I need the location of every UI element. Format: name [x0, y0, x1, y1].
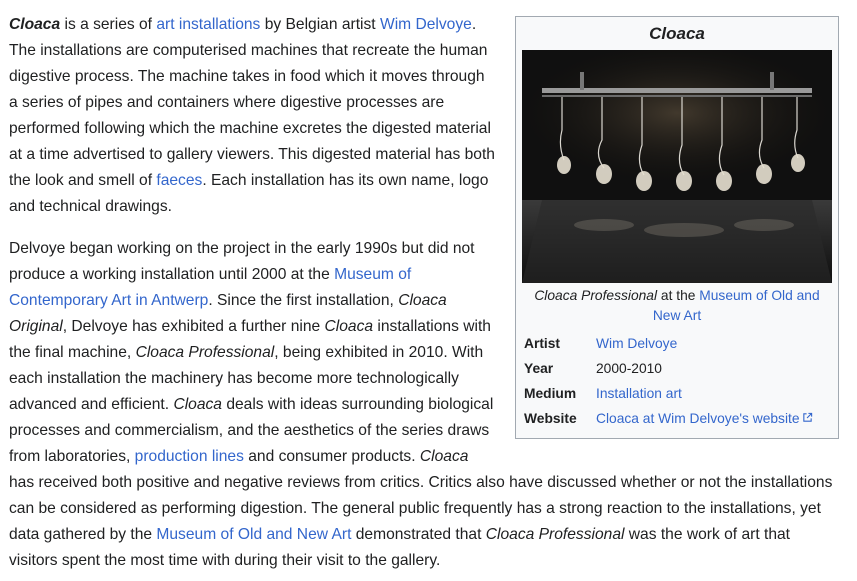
caption-italic: Cloaca Professional: [534, 288, 658, 303]
infobox-row-website: [522, 407, 832, 432]
article-content: [9, 12, 839, 574]
row-value: [594, 382, 832, 407]
text: installations with the final machine,: [9, 318, 491, 361]
infobox-row-year: [522, 357, 832, 382]
row-value: [594, 332, 832, 357]
link-faeces[interactable]: faeces: [156, 172, 203, 189]
row-label: Artist: [524, 336, 561, 351]
text: . The installations are computerised machines that recreate the human digestive process. The machine takes in food which it moves through a series of pipes and containers where digestive processes are performed following which the machine excretes the digested material at a time advertised to gallery viewers. This digested material has both the look and smell of: [9, 16, 495, 189]
text: was the work of art that visitors spent the most time with during their visit to the gallery.: [9, 526, 790, 569]
italic-term: Cloaca: [173, 396, 222, 413]
text: . Each installation has its own name, logo and technical drawings.: [9, 172, 489, 215]
artist-link[interactable]: Wim Delvoye: [596, 336, 678, 351]
caption-link-mona[interactable]: Museum of Old and New Art: [652, 288, 820, 323]
text: Delvoye began working on the project in the early 1990s but did not produce a working installation until 2000 at the: [9, 240, 475, 283]
row-label: Medium: [524, 386, 577, 401]
website-link-text: Cloaca at Wim Delvoye's website: [596, 411, 800, 426]
medium-link[interactable]: Installation art: [596, 386, 682, 401]
infobox-title: Cloaca: [649, 24, 705, 43]
infobox-row-medium: [522, 382, 832, 407]
row-value: 2000-2010: [596, 361, 662, 376]
title-term: Cloaca: [9, 16, 61, 33]
text: demonstrated that: [351, 526, 486, 543]
infobox-table: [522, 332, 832, 432]
caption-text: at the: [657, 288, 700, 303]
text: , being exhibited in 2010. With each installation the machinery has become more technologically advanced and efficient.: [9, 344, 484, 413]
text: , Delvoye has exhibited a further nine: [62, 318, 325, 335]
infobox: [515, 16, 839, 439]
text: by Belgian artist: [260, 16, 380, 33]
row-value: [594, 407, 832, 432]
link-mona[interactable]: Museum of Old and New Art: [156, 526, 352, 543]
text: is a series of: [60, 16, 157, 33]
website-link[interactable]: [596, 411, 813, 426]
italic-term: Cloaca Professional: [135, 344, 275, 361]
link-art-installations[interactable]: art installations: [156, 16, 261, 33]
row-label: Website: [524, 411, 577, 426]
text: and consumer products.: [243, 448, 420, 465]
text: . Since the first installation,: [208, 292, 399, 309]
text: deals with ideas surrounding biological processes and commercialism, and the aesthetics of the series draws from laboratories,: [9, 396, 494, 465]
italic-term: Cloaca: [419, 448, 469, 465]
italic-term: Cloaca Professional: [485, 526, 625, 543]
italic-term: Cloaca Original: [9, 292, 447, 335]
infobox-row-artist: [522, 332, 832, 357]
infobox-caption: [522, 283, 832, 332]
link-wim-delvoye[interactable]: Wim Delvoye: [379, 16, 472, 33]
row-label: Year: [524, 361, 554, 376]
text: has received both positive and negative reviews from critics. Critics also have discussed whether or not the installations can be considered as performing digestion. The general public frequently has a strong reaction to the installations, yet data gathered by the: [9, 474, 833, 543]
link-muhka[interactable]: Museum of Contemporary Art in Antwerp: [9, 266, 412, 309]
link-production-lines[interactable]: production lines: [134, 448, 244, 465]
infobox-image[interactable]: [522, 50, 832, 283]
italic-term: Cloaca: [324, 318, 374, 335]
external-link-icon: [802, 412, 813, 423]
